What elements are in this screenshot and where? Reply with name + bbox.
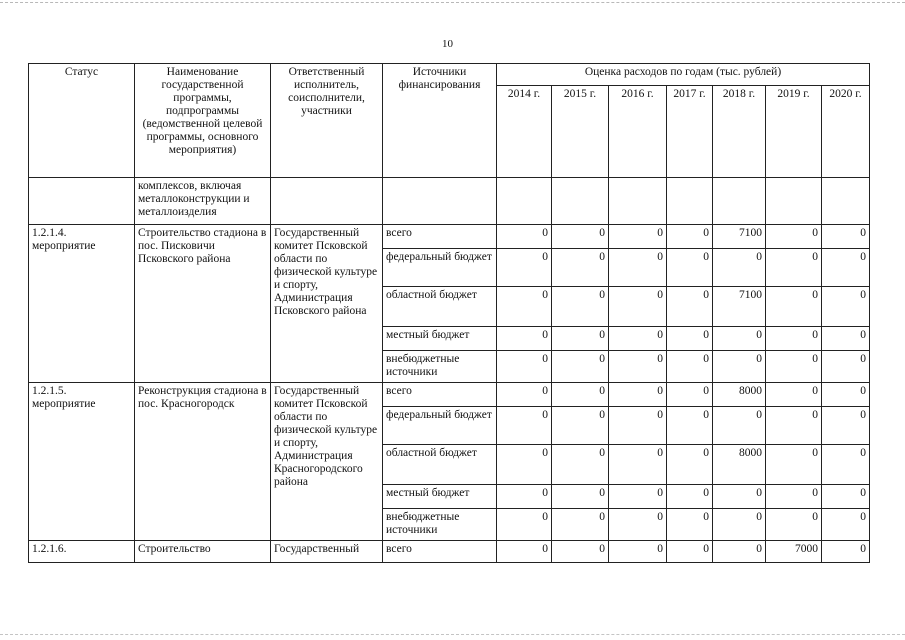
activity-responsible: Государственный комитет Псковской области по физической культуре и спорту, Администрация Красногородского района bbox=[271, 383, 383, 541]
value-cell: 0 bbox=[497, 541, 552, 563]
value-cell: 0 bbox=[497, 351, 552, 383]
page-number: 10 bbox=[442, 38, 453, 50]
value-cell: 0 bbox=[497, 407, 552, 445]
value-cell: 0 bbox=[552, 485, 609, 509]
value-cell: 0 bbox=[609, 509, 667, 541]
continuation-value bbox=[497, 178, 552, 225]
value-cell: 0 bbox=[497, 509, 552, 541]
value-cell: 0 bbox=[609, 287, 667, 327]
value-cell: 0 bbox=[713, 351, 766, 383]
value-cell: 0 bbox=[552, 407, 609, 445]
value-cell: 0 bbox=[667, 351, 713, 383]
funding-source: федеральный бюджет bbox=[383, 249, 497, 287]
value-cell: 0 bbox=[822, 225, 870, 249]
value-cell: 0 bbox=[552, 509, 609, 541]
funding-source: внебюджетные источники bbox=[383, 351, 497, 383]
continuation-value bbox=[766, 178, 822, 225]
table-row bbox=[29, 225, 870, 249]
value-cell: 0 bbox=[822, 407, 870, 445]
funding-source: всего bbox=[383, 541, 497, 563]
continuation-value bbox=[609, 178, 667, 225]
funding-source: местный бюджет bbox=[383, 485, 497, 509]
value-cell: 0 bbox=[497, 445, 552, 485]
value-cell: 0 bbox=[766, 407, 822, 445]
header-name: Наименование государственной программы, подпрограммы (ведомственной целевой программы, основного мероприятия) bbox=[135, 64, 271, 178]
activity-name: Реконструкция стадиона в пос. Красногородск bbox=[135, 383, 271, 541]
value-cell: 0 bbox=[766, 485, 822, 509]
header-year: 2014 г. bbox=[497, 86, 552, 178]
activity-name: Строительство bbox=[135, 541, 271, 563]
continuation-responsible bbox=[271, 178, 383, 225]
activity-status: 1.2.1.6. bbox=[29, 541, 135, 563]
value-cell: 0 bbox=[609, 541, 667, 563]
value-cell: 0 bbox=[667, 541, 713, 563]
budget-table bbox=[28, 63, 870, 563]
header-sources: Источники финансирования bbox=[383, 64, 497, 178]
value-cell: 0 bbox=[552, 445, 609, 485]
value-cell: 0 bbox=[667, 445, 713, 485]
activity-responsible: Государственный комитет Псковской области по физической культуре и спорту, Администрация Псковского района bbox=[271, 225, 383, 383]
table-row bbox=[29, 383, 870, 407]
header-year: 2016 г. bbox=[609, 86, 667, 178]
value-cell: 0 bbox=[713, 541, 766, 563]
value-cell: 0 bbox=[713, 509, 766, 541]
value-cell: 0 bbox=[609, 249, 667, 287]
continuation-name: комплексов, включая металлоконструкции и металлоизделия bbox=[135, 178, 271, 225]
value-cell: 0 bbox=[497, 249, 552, 287]
continuation-value bbox=[667, 178, 713, 225]
value-cell: 0 bbox=[609, 225, 667, 249]
continuation-value bbox=[713, 178, 766, 225]
value-cell: 0 bbox=[822, 249, 870, 287]
value-cell: 0 bbox=[766, 287, 822, 327]
value-cell: 0 bbox=[552, 327, 609, 351]
header-estimate: Оценка расходов по годам (тыс. рублей) bbox=[497, 64, 870, 86]
value-cell: 0 bbox=[713, 485, 766, 509]
header-year: 2018 г. bbox=[713, 86, 766, 178]
value-cell: 0 bbox=[552, 383, 609, 407]
value-cell: 0 bbox=[667, 327, 713, 351]
activity-responsible: Государственный bbox=[271, 541, 383, 563]
header-year: 2020 г. bbox=[822, 86, 870, 178]
value-cell: 7100 bbox=[713, 287, 766, 327]
value-cell: 0 bbox=[766, 327, 822, 351]
value-cell: 8000 bbox=[713, 445, 766, 485]
activity-status: 1.2.1.4. мероприятие bbox=[29, 225, 135, 383]
continuation-value bbox=[822, 178, 870, 225]
header-status: Статус bbox=[29, 64, 135, 178]
value-cell: 0 bbox=[766, 509, 822, 541]
value-cell: 0 bbox=[552, 225, 609, 249]
value-cell: 7000 bbox=[766, 541, 822, 563]
continuation-source bbox=[383, 178, 497, 225]
value-cell: 8000 bbox=[713, 383, 766, 407]
value-cell: 0 bbox=[667, 509, 713, 541]
funding-source: областной бюджет bbox=[383, 287, 497, 327]
activity-name: Строительство стадиона в пос. Писковичи Псковского района bbox=[135, 225, 271, 383]
value-cell: 0 bbox=[667, 485, 713, 509]
value-cell: 0 bbox=[822, 445, 870, 485]
value-cell: 0 bbox=[609, 351, 667, 383]
value-cell: 0 bbox=[822, 287, 870, 327]
header-year: 2019 г. bbox=[766, 86, 822, 178]
value-cell: 0 bbox=[609, 383, 667, 407]
value-cell: 0 bbox=[609, 485, 667, 509]
value-cell: 0 bbox=[552, 287, 609, 327]
value-cell: 0 bbox=[667, 225, 713, 249]
value-cell: 0 bbox=[766, 383, 822, 407]
value-cell: 7100 bbox=[713, 225, 766, 249]
continuation-status bbox=[29, 178, 135, 225]
value-cell: 0 bbox=[552, 249, 609, 287]
funding-source: внебюджетные источники bbox=[383, 509, 497, 541]
funding-source: всего bbox=[383, 225, 497, 249]
value-cell: 0 bbox=[497, 485, 552, 509]
value-cell: 0 bbox=[713, 327, 766, 351]
funding-source: всего bbox=[383, 383, 497, 407]
value-cell: 0 bbox=[667, 407, 713, 445]
funding-source: федеральный бюджет bbox=[383, 407, 497, 445]
value-cell: 0 bbox=[609, 407, 667, 445]
value-cell: 0 bbox=[609, 445, 667, 485]
value-cell: 0 bbox=[552, 541, 609, 563]
value-cell: 0 bbox=[497, 327, 552, 351]
continuation-value bbox=[552, 178, 609, 225]
value-cell: 0 bbox=[766, 351, 822, 383]
scan-edge-bottom bbox=[0, 634, 905, 636]
funding-source: местный бюджет bbox=[383, 327, 497, 351]
value-cell: 0 bbox=[766, 445, 822, 485]
scan-edge-top bbox=[0, 2, 905, 4]
value-cell: 0 bbox=[497, 383, 552, 407]
value-cell: 0 bbox=[667, 249, 713, 287]
header-row-top bbox=[29, 64, 870, 86]
value-cell: 0 bbox=[609, 327, 667, 351]
table-row bbox=[29, 541, 870, 563]
value-cell: 0 bbox=[497, 225, 552, 249]
value-cell: 0 bbox=[822, 327, 870, 351]
value-cell: 0 bbox=[822, 383, 870, 407]
value-cell: 0 bbox=[766, 225, 822, 249]
header-year: 2017 г. bbox=[667, 86, 713, 178]
value-cell: 0 bbox=[667, 287, 713, 327]
header-responsible: Ответственный исполнитель, соисполнители, участники bbox=[271, 64, 383, 178]
value-cell: 0 bbox=[552, 351, 609, 383]
value-cell: 0 bbox=[822, 509, 870, 541]
value-cell: 0 bbox=[822, 541, 870, 563]
value-cell: 0 bbox=[497, 287, 552, 327]
value-cell: 0 bbox=[822, 485, 870, 509]
value-cell: 0 bbox=[667, 383, 713, 407]
table-body bbox=[29, 64, 870, 563]
value-cell: 0 bbox=[766, 249, 822, 287]
value-cell: 0 bbox=[713, 407, 766, 445]
value-cell: 0 bbox=[822, 351, 870, 383]
funding-source: областной бюджет bbox=[383, 445, 497, 485]
activity-status: 1.2.1.5. мероприятие bbox=[29, 383, 135, 541]
header-year: 2015 г. bbox=[552, 86, 609, 178]
continuation-row bbox=[29, 178, 870, 225]
value-cell: 0 bbox=[713, 249, 766, 287]
